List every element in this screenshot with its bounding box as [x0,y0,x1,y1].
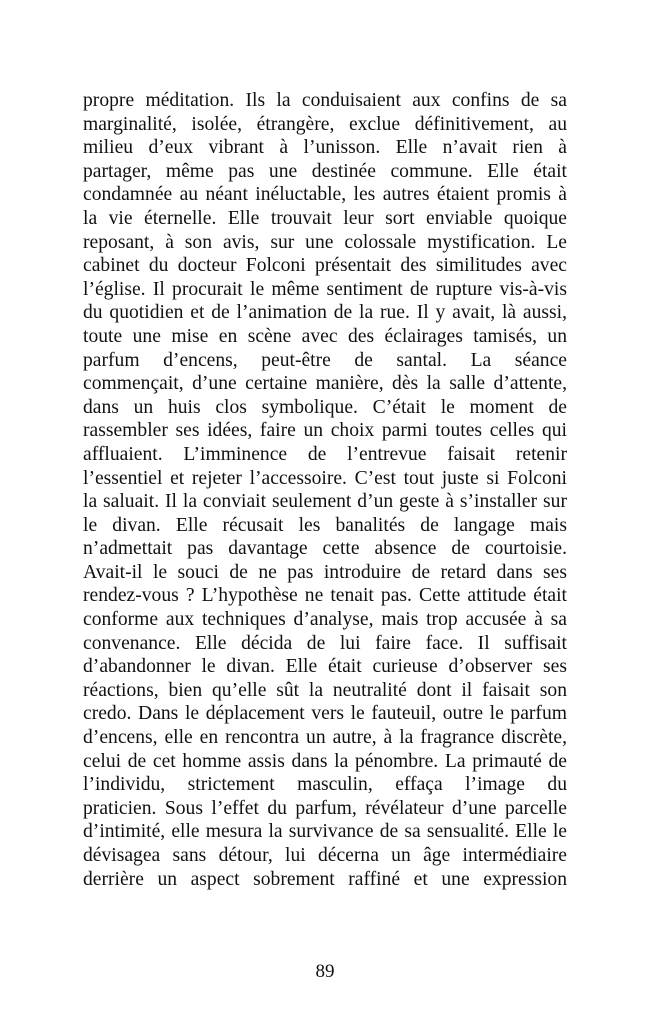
text-line: derrière un aspect sobrement raffiné et une expression [83,868,567,890]
text-line: credo. Dans le déplacement vers le fauteuil, outre le parfum [83,703,567,725]
text-line: condamnée au néant inéluctable, les autres étaient promis à [83,184,567,206]
text-line: la vie éternelle. Elle trouvait leur sort enviable quoique [83,207,567,229]
text-line: réactions, bien qu’elle sût la neutralité dont il faisait son [83,679,567,701]
text-line: partager, même pas une destinée commune. Elle était [83,160,567,182]
text-line: rendez-vous ? L’hypothèse ne tenait pas. Cette attitude était [83,585,567,607]
text-line: praticien. Sous l’effet du parfum, révélateur d’une parcelle [83,797,567,819]
text-line: l’individu, strictement masculin, effaça l’image du [83,774,567,796]
text-line: d’encens, elle en rencontra un autre, à la fragrance discrète, [83,727,567,749]
body-text [83,89,567,891]
text-line: rassembler ses idées, faire un choix parmi toutes celles qui [83,420,567,442]
text-line: milieu d’eux vibrant à l’unisson. Elle n’avait rien à [83,137,567,159]
text-line: propre méditation. Ils la conduisaient aux confins de sa [83,90,567,111]
text-line: reposant, à son avis, sur une colossale mystification. Le [83,231,567,253]
text-line: du quotidien et de l’animation de la rue. Il y avait, là aussi, [83,302,567,324]
text-line: affluaient. L’imminence de l’entrevue faisait retenir [83,443,567,465]
text-line: l’essentiel et rejeter l’accessoire. C’est tout juste si Folconi [83,467,567,489]
text-line: celui de cet homme assis dans la pénombre. La primauté de [83,750,567,772]
text-line: parfum d’encens, peut-être de santal. La séance [83,349,567,371]
text-line: d’abandonner le divan. Elle était curieuse d’observer ses [83,656,567,678]
text-line: la saluait. Il la conviait seulement d’un geste à s’installer sur [83,491,567,513]
text-line: cabinet du docteur Folconi présentait des similitudes avec [83,255,567,277]
text-line: dévisagea sans détour, lui décerna un âge intermédiaire [83,845,567,866]
text-line: convenance. Elle décida de lui faire face. Il suffisait [83,632,567,654]
text-line: d’intimité, elle mesura la survivance de sa sensualité. Elle le [83,821,567,843]
text-line: toute une mise en scène avec des éclairages tamisés, un [83,325,567,347]
text-line: dans un huis clos symbolique. C’était le moment de [83,396,567,418]
text-line: conforme aux techniques d’analyse, mais trop accusée à sa [83,609,567,631]
text-line: l’église. Il procurait le même sentiment de rupture vis-à-vis [83,278,567,300]
text-line: marginalité, isolée, étrangère, exclue définitivement, au [83,113,567,135]
text-line: Avait-il le souci de ne pas introduire de retard dans ses [83,561,567,583]
page-number: 89 [315,961,335,982]
text-line: n’admettait pas davantage cette absence de courtoisie. [83,538,567,560]
text-line: commençait, d’une certaine manière, dès la salle d’attente, [83,373,567,395]
text-line: le divan. Elle récusait les banalités de langage mais [83,514,567,536]
